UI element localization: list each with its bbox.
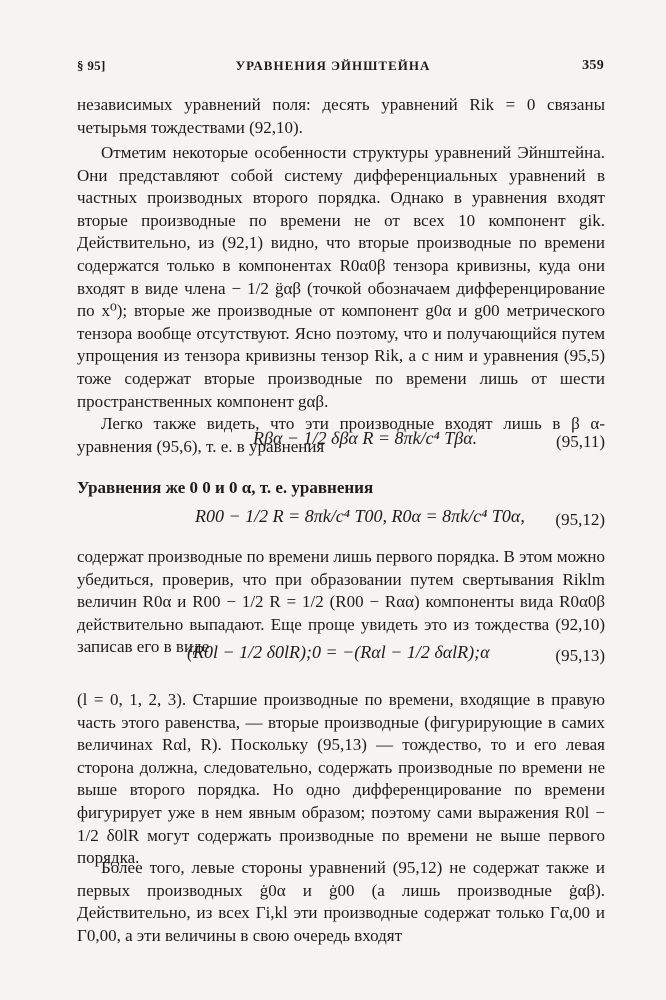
- page-number: 359: [582, 58, 604, 73]
- equation-95-13-label: (95,13): [555, 646, 605, 665]
- equation-95-11: [77, 424, 605, 464]
- equation-95-12: [77, 473, 605, 543]
- paragraph-6: [77, 689, 605, 870]
- paragraph-7-text: Более того, левые стороны уравнений (95,12) не содержат также и первых производных ġ0α и ġ00 (а лишь производные ġαβ). Действительно, из всех Γi,kl эти производные содержат только Γα,00 и Γ0,00, а эти величины в свою очередь входят: [77, 858, 605, 945]
- paragraph-1-text: независимых уравнений поля: десять уравнений Rik = 0 связаны четырьмя тождествами (92,10).: [77, 95, 605, 137]
- running-title: УРАВНЕНИЯ ЭЙНШТЕЙНА: [235, 58, 431, 73]
- equation-95-11-label: (95,11): [556, 432, 605, 451]
- paragraph-5-text: содержат производные по времени лишь первого порядка. В этом можно убедиться, проверив, что при образовании путем свертывания Riklm величин R0α и R00 − 1/2 R = 1/2 (R00 − Rαα) компоненты вида R0α0β действительно выпадают. Еще проще увидеть это из тождества (92,10) записав его в виде: [77, 547, 605, 657]
- equation-95-12-lead: Уравнения же 0 0 и 0 α, т. е. уравнения: [77, 478, 374, 497]
- equation-95-13: [77, 636, 605, 682]
- paragraph-2-text: Отметим некоторые особенности структуры уравнений Эйнштейна. Они представляют собой систему дифференциальных уравнений в частных производных второго порядка. Однако в уравнения входят вторые производные по времени не от всех 10 компонент gik. Действительно, из (92,1) видно, что вторые производные по времени содержатся только в компонентах R0α0β тензора кривизны, куда они входят в виде члена − 1/2 g̈αβ (точкой обозначаем дифференцирование по x⁰); вторые же производные от компонент g0α и g00 метрического тензора вообще отсутствуют. Ясно поэтому, что и получающийся путем упрощения из тензора кривизны тензор Rik, а с ним и уравнения (95,5) тоже содержат вторые производные по времени лишь от шести пространственных компонент gαβ.: [77, 143, 605, 411]
- paragraph-7: [77, 857, 605, 947]
- equation-95-12-label: (95,12): [555, 510, 605, 529]
- paragraph-2: [77, 142, 605, 458]
- equation-95-11-body: Rβα − 1/2 δβα R = 8πk/c⁴ Tβα.: [253, 428, 478, 448]
- section-marker: § 95]: [77, 58, 106, 73]
- equation-95-13-body: (R0l − 1/2 δ0lR);0 = −(Rαl − 1/2 δαlR);α: [187, 642, 490, 662]
- paragraph-1: [77, 94, 605, 139]
- paragraph-6-text: (l = 0, 1, 2, 3). Старшие производные по времени, входящие в правую часть этого равенства, — вторые производные (фигурирующие в самих величинах Rαl, R). Поскольку (95,13) — тождество, то и его левая сторона должна, следовательно, содержать производные по времени не выше второго порядка. Но одно дифференцирование по времени фигурирует уже в нем явным образом; поэтому сами выражения R0l − 1/2 δ0lR могут содержать производные по времени не выше первого порядка.: [77, 690, 605, 868]
- paragraph-3-text: Легко также видеть, что эти производные входят лишь в β α-уравнения (95,6), т. е. в уравнения: [77, 414, 605, 456]
- equation-95-12-body: R00 − 1/2 R = 8πk/c⁴ T00, R0α = 8πk/c⁴ T0α,: [195, 506, 525, 526]
